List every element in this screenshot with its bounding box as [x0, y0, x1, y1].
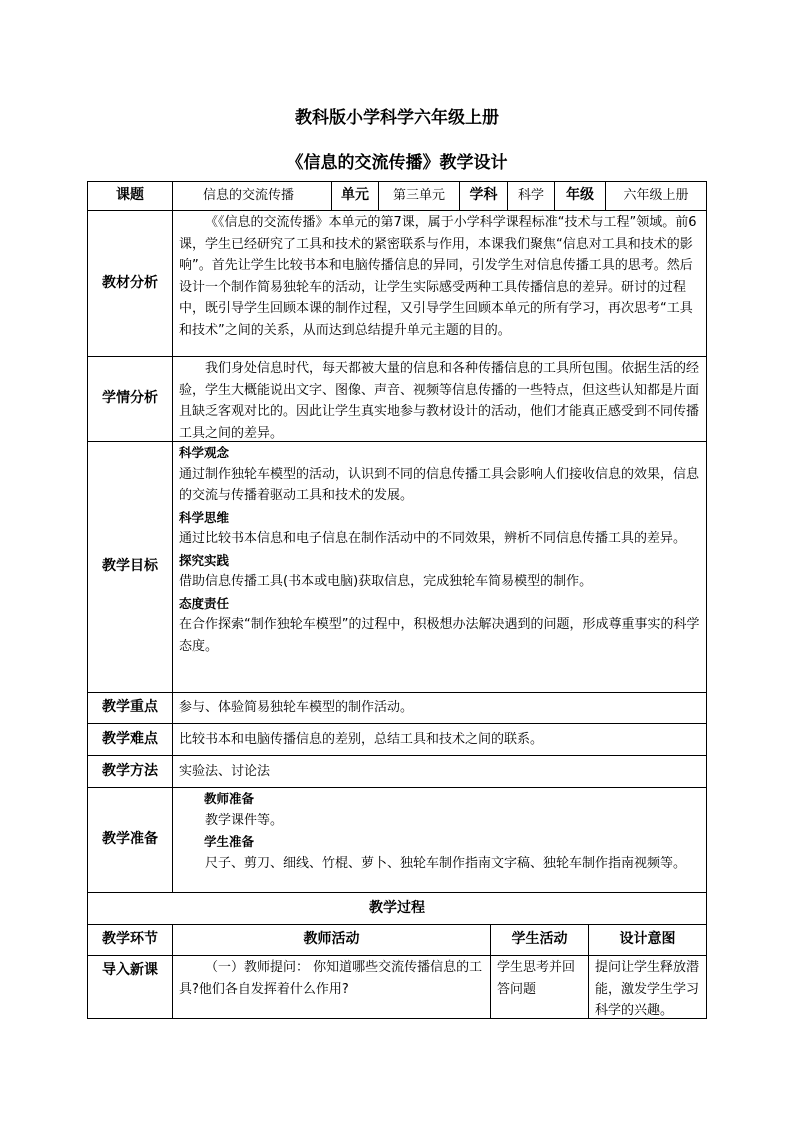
key-point-label: 教学重点: [87, 692, 173, 724]
column-header: 学生活动: [490, 924, 589, 956]
document-title: 教科版小学科学六年级上册: [295, 108, 499, 128]
grade-value: 六年级上册: [605, 181, 707, 211]
unit-label: 单元: [331, 181, 379, 211]
design-intent-text: 提问让学生释放潜能，激发学生学习科学的兴趣。: [595, 960, 700, 1018]
method-label: 教学方法: [87, 755, 173, 788]
objectives-label: 教学目标: [87, 441, 173, 693]
learner-analysis-text: 我们身处信息时代，每天都被大量的信息和各种传播信息的工具所包围。依据生活的经验，学生大概能说出文字、图像、声音、视频等信息传播的一些特点，但这些认知都是片面且缺乏客观对比的。因此让学生真实地参与教材设计的活动，他们才能真正感受到不同传播工具之间的差异。: [179, 361, 700, 441]
unit-value: 第三单元: [378, 181, 460, 211]
document-subtitle: 《信息的交流传播》教学设计: [286, 153, 508, 173]
process-title: 教学过程: [87, 892, 707, 925]
stage-cell: 导入新课: [87, 955, 173, 1019]
column-header: 教师活动: [172, 924, 491, 956]
material-analysis-text: 《《信息的交流传播》本单元的第7课，属于小学科学课程标准“技术与工程”领域。前6课，学生已经研究了工具和技术的紧密联系与作用，本课我们聚焦“信息对工具和技术的影响”。首先让学生比较书本和电脑传播信息的异同，引发学生对信息传播工具的思考。然后设计一个制作简易独轮车的活动，让学生实际感受两种工具传播信息的差异。研讨的过程中，既引导学生回顾本课的制作过程，又引导学生回顾本单元的所有学习，再次思考“工具和技术”之间的关系，从而达到总结提升单元主题的目的。: [179, 215, 697, 338]
column-header: 设计意图: [588, 924, 707, 956]
method-text: 实验法、讨论法: [172, 755, 707, 788]
teacher-prep-heading: 教师准备: [204, 791, 255, 806]
objective-text: 通过比较书本信息和电子信息在制作活动中的不同效果，辨析不同信息传播工具的差异。: [179, 531, 687, 546]
objectives-content: [172, 441, 707, 693]
subject-label: 学科: [459, 181, 508, 211]
student-activity-cell: [490, 955, 589, 1019]
objective-text: 通过制作独轮车模型的活动，认识到不同的信息传播工具会影响人们接收信息的效果，信息的交流与传播着驱动工具和技术的发展。: [179, 466, 700, 503]
preparation-label: 教学准备: [87, 787, 173, 893]
subject-value: 科学: [507, 181, 555, 211]
objective-heading: 探究实践: [179, 552, 230, 568]
objective-heading: 科学思维: [179, 509, 230, 525]
objective-heading: 态度责任: [179, 595, 230, 611]
difficulty-text: 比较书本和电脑传播信息的差别，总结工具和技术之间的联系。: [172, 723, 707, 756]
topic-value: 信息的交流传播: [172, 181, 332, 211]
column-header: 教学环节: [87, 924, 173, 956]
teacher-activity-cell: [172, 955, 491, 1019]
teacher-activity-text: （一）教师提问： 你知道哪些交流传播信息的工具?他们各自发挥着什么作用?: [179, 960, 483, 997]
objective-heading: 科学观念: [179, 445, 230, 460]
grade-label: 年级: [554, 181, 606, 211]
student-prep-heading: 学生准备: [204, 834, 255, 849]
student-prep-text: 尺子、剪刀、细线、竹棍、萝卜、独轮车制作指南文字稿、独轮车制作指南视频等。: [205, 855, 687, 871]
preparation-content: [172, 787, 707, 893]
difficulty-label: 教学难点: [87, 723, 173, 756]
learner-analysis-label: 学情分析: [87, 356, 173, 442]
student-activity-text: 学生思考并回答问题: [497, 960, 576, 997]
teacher-prep-text: 教学课件等。: [205, 812, 284, 828]
key-point-text: 参与、体验简易独轮车模型的制作活动。: [172, 692, 707, 724]
learner-analysis-content: [172, 356, 707, 442]
objective-text: 借助信息传播工具(书本或电脑)获取信息，完成独轮车简易模型的制作。: [179, 574, 593, 589]
material-analysis-label: 教材分析: [87, 210, 173, 357]
material-analysis-content: [172, 210, 707, 357]
topic-label: 课题: [87, 181, 173, 211]
design-intent-cell: [588, 955, 707, 1019]
objective-text: 在合作探索“制作独轮车模型”的过程中，积极想办法解决遇到的问题，形成尊重事实的科学态度。: [179, 617, 700, 654]
